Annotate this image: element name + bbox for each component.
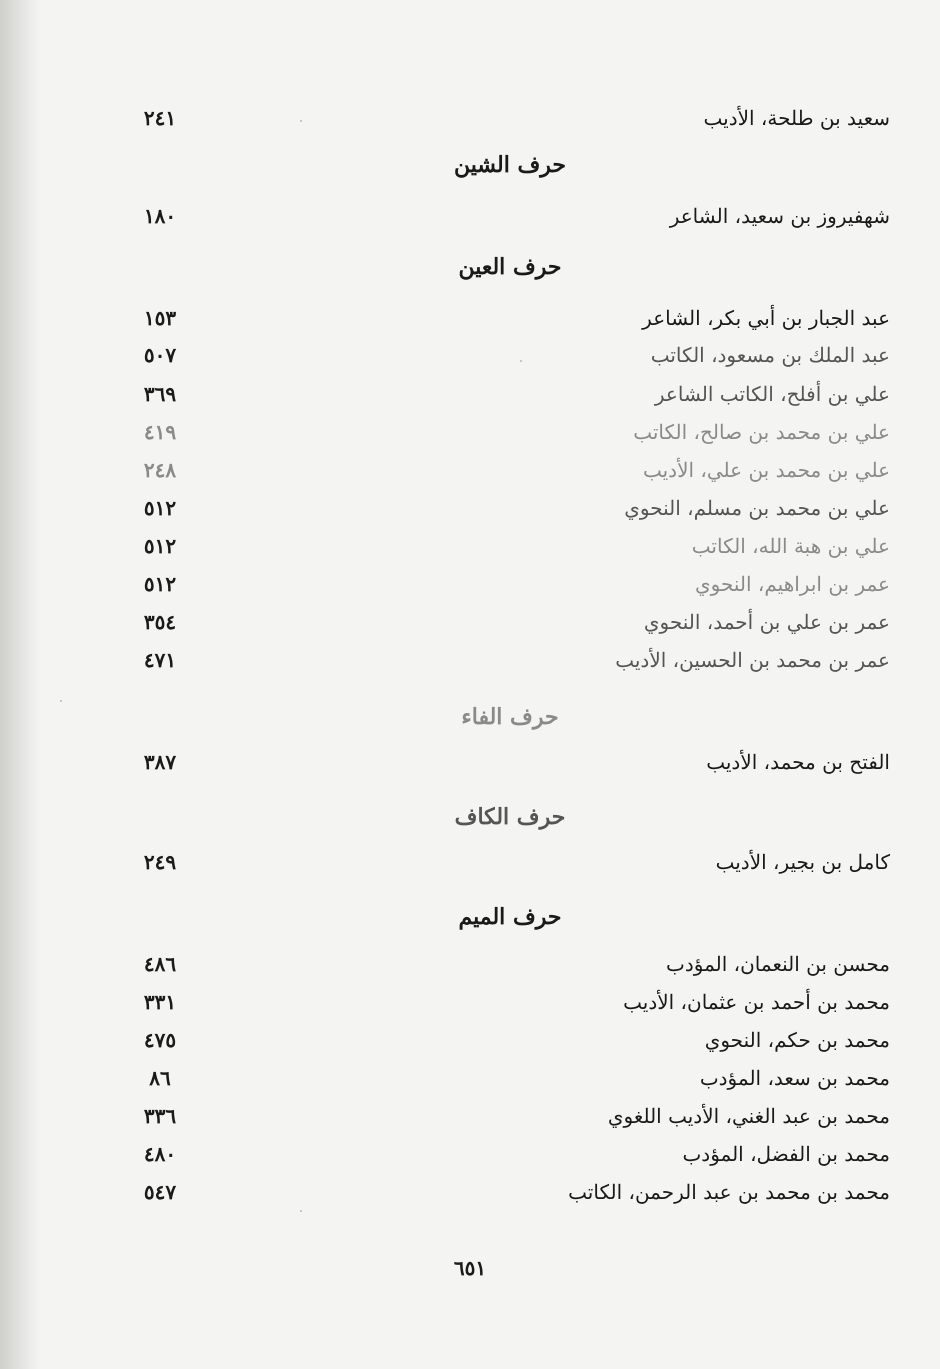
entry-page-number: ٥١٢ — [143, 534, 177, 558]
entry-page-number: ٤٨٦ — [143, 952, 177, 976]
entry-page-number: ٥٠٧ — [143, 343, 177, 367]
entry-name: علي بن محمد بن علي، الأديب — [642, 458, 890, 482]
entry-name: محمد بن سعد، المؤدب — [699, 1066, 890, 1090]
entry-name: عبد الجبار بن أبي بكر، الشاعر — [642, 306, 890, 330]
entry-name: عمر بن محمد بن الحسين، الأديب — [615, 648, 890, 672]
entry-page-number: ٢٤١ — [143, 106, 177, 130]
heading-text: حرف الميم — [458, 904, 562, 930]
entry-name: علي بن محمد بن صالح، الكاتب — [633, 420, 890, 444]
heading-text: حرف العين — [458, 254, 562, 280]
entry-name: كامل بن بجير، الأديب — [715, 850, 890, 874]
scan-speck — [60, 700, 62, 702]
entry-name: محمد بن أحمد بن عثمان، الأديب — [623, 990, 890, 1014]
heading-text: حرف الشين — [453, 152, 567, 178]
entry-page-number: ٣٨٧ — [143, 750, 177, 774]
scan-speck — [300, 1210, 302, 1212]
entry-page-number: ٣٥٤ — [143, 610, 177, 634]
entry-page-number: ٥١٢ — [143, 572, 177, 596]
entry-page-number: ٣٣٦ — [143, 1104, 177, 1128]
entry-name: محمد بن محمد بن عبد الرحمن، الكاتب — [568, 1180, 890, 1204]
entry-name: سعيد بن طلحة، الأديب — [703, 106, 890, 130]
scan-speck — [300, 120, 302, 122]
entry-name: عمر بن ابراهيم، النحوي — [694, 572, 890, 596]
entry-page-number: ٢٤٩ — [143, 850, 177, 874]
entry-page-number: ٤٧١ — [143, 648, 177, 672]
entry-name: الفتح بن محمد، الأديب — [706, 750, 890, 774]
entry-page-number: ٥٤٧ — [143, 1180, 177, 1204]
entry-page-number: ٨٦ — [149, 1066, 171, 1090]
entry-page-number: ١٥٣ — [143, 306, 177, 330]
entry-page-number: ٢٤٨ — [143, 458, 177, 482]
heading-text: حرف الفاء — [461, 704, 559, 730]
entry-page-number: ٣٦٩ — [143, 382, 177, 406]
entry-page-number: ٣٣١ — [143, 990, 177, 1014]
entry-page-number: ٤١٩ — [143, 420, 177, 444]
entry-page-number: ٤٨٠ — [143, 1142, 177, 1166]
scan-speck — [520, 360, 522, 362]
entry-page-number: ٥١٢ — [143, 496, 177, 520]
entry-name: عمر بن علي بن أحمد، النحوي — [643, 610, 890, 634]
entry-page-number: ٤٧٥ — [143, 1028, 177, 1052]
entry-name: محمد بن الفضل، المؤدب — [682, 1142, 890, 1166]
entry-name: عبد الملك بن مسعود، الكاتب — [650, 343, 890, 367]
entry-name: محسن بن النعمان، المؤدب — [666, 952, 890, 976]
heading-text: حرف الكاف — [454, 804, 566, 830]
entry-name: محمد بن حكم، النحوي — [704, 1028, 890, 1052]
entry-name: شهفيروز بن سعيد، الشاعر — [669, 204, 890, 228]
binding-gutter-shadow — [0, 0, 40, 1369]
entry-name: علي بن محمد بن مسلم، النحوي — [624, 496, 890, 520]
entry-name: محمد بن عبد الغني، الأديب اللغوي — [607, 1104, 890, 1128]
entry-name: علي بن هبة الله، الكاتب — [691, 534, 890, 558]
entry-page-number: ١٨٠ — [143, 204, 177, 228]
page-number: ٦٥١ — [453, 1256, 487, 1280]
entry-name: علي بن أفلح، الكاتب الشاعر — [654, 382, 890, 406]
